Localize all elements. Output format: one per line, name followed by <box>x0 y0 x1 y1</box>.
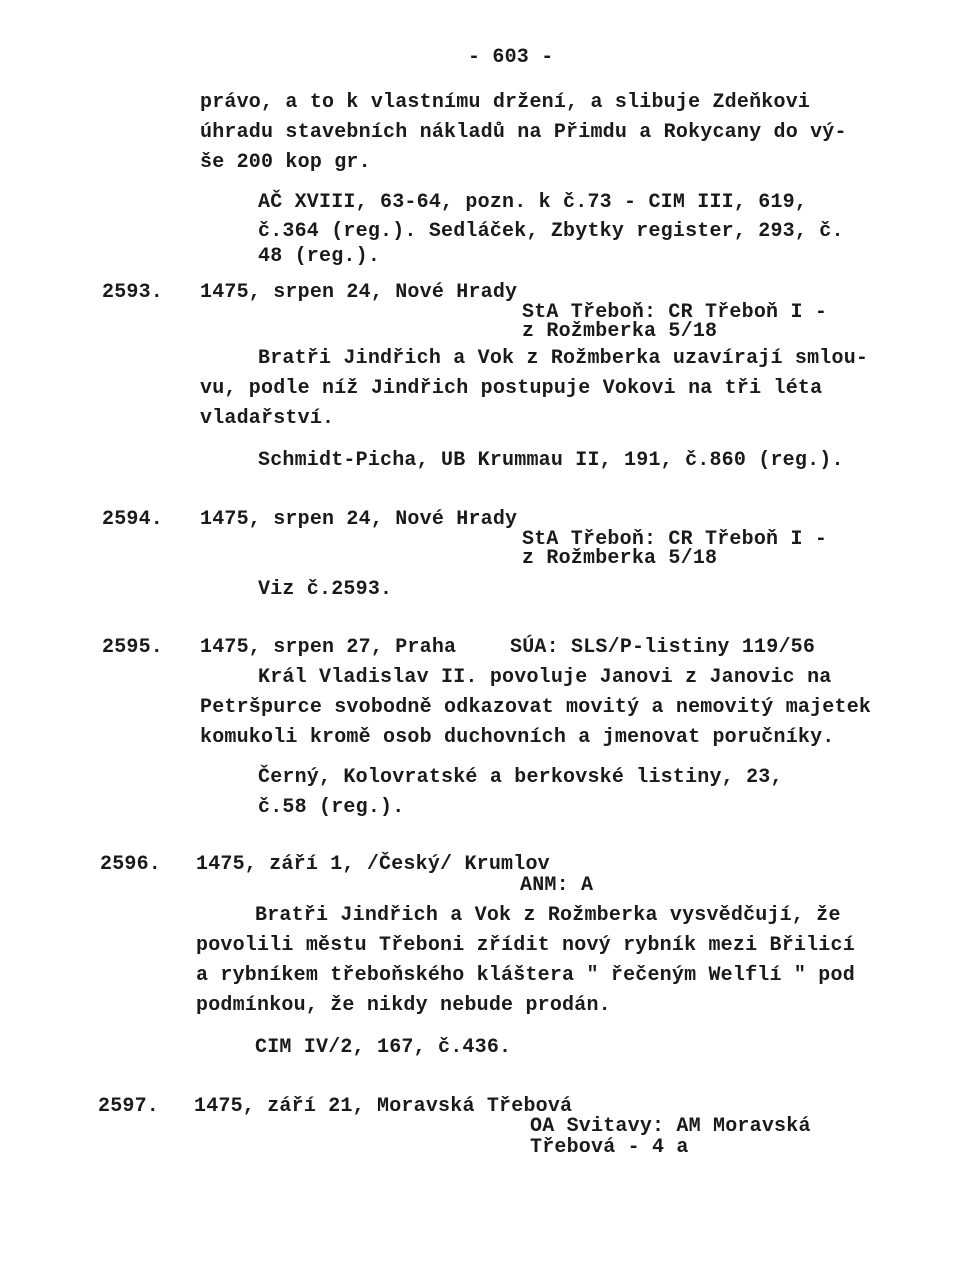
intro-line: še 200 kop gr. <box>200 151 371 174</box>
entry-number: 2593. <box>102 281 164 304</box>
entry-text-line: komukoli kromě osob duchovních a jmenovat poručníky. <box>200 726 835 749</box>
intro-source-line: 48 (reg.). <box>258 245 381 268</box>
entry-text-line: vu, podle níž Jindřich postupuje Vokovi na tři léta <box>200 377 823 400</box>
entry-source-line: CIM IV/2, 167, č.436. <box>255 1036 512 1059</box>
intro-line: právo, a to k vlastnímu držení, a slibuje Zdeňkovi <box>200 91 811 114</box>
entry-number: 2596. <box>100 853 162 876</box>
entry-number: 2594. <box>102 508 164 531</box>
entry-date-place: 1475, srpen 24, Nové Hrady <box>200 281 518 304</box>
entry-archive-line: StA Třeboň: CR Třeboň I - <box>522 528 828 551</box>
entry-source-line: č.58 (reg.). <box>258 796 405 819</box>
entry-archive-line: ANM: A <box>520 874 594 897</box>
entry-number: 2595. <box>102 636 164 659</box>
entry-date-place: 1475, září 1, /Český/ Krumlov <box>196 853 550 876</box>
entry-archive-line: StA Třeboň: CR Třeboň I - <box>522 301 828 324</box>
entry-text-line: podmínkou, že nikdy nebude prodán. <box>196 994 611 1017</box>
entry-number: 2597. <box>98 1095 160 1118</box>
entry-archive-line: SÚA: SLS/P-listiny 119/56 <box>510 636 816 659</box>
entry-text-line: Bratři Jindřich a Vok z Rožmberka vysvědčují, že <box>255 904 841 927</box>
entry-archive-line: z Rožmberka 5/18 <box>522 320 718 343</box>
entry-text-line: Král Vladislav II. povoluje Janovi z Janovic na <box>258 666 832 689</box>
page-number: - 603 - <box>468 46 554 69</box>
entry-date-place: 1475, září 21, Moravská Třebová <box>194 1095 573 1118</box>
entry-text-line: vladařství. <box>200 407 335 430</box>
intro-source-line: č.364 (reg.). Sedláček, Zbytky register, 293, č. <box>258 220 844 243</box>
entry-archive-line: Třebová - 4 a <box>530 1136 689 1159</box>
entry-text-line: a rybníkem třeboňského kláštera " řečeným Welflí " pod <box>196 964 855 987</box>
entry-text-line: Viz č.2593. <box>258 578 393 601</box>
intro-source-line: AČ XVIII, 63-64, pozn. k č.73 - CIM III, 619, <box>258 191 808 214</box>
entry-archive-line: OA Svitavy: AM Moravská <box>530 1115 811 1138</box>
entry-text-line: Bratři Jindřich a Vok z Rožmberka uzavírají smlou- <box>258 347 869 370</box>
intro-line: úhradu stavebních nákladů na Přimdu a Rokycany do vý- <box>200 121 847 144</box>
entry-source-line: Černý, Kolovratské a berkovské listiny, 23, <box>258 766 783 789</box>
entry-archive-line: z Rožmberka 5/18 <box>522 547 718 570</box>
entry-source-line: Schmidt-Picha, UB Krummau II, 191, č.860 (reg.). <box>258 449 844 472</box>
entry-text-line: povolili městu Třeboni zřídit nový rybník mezi Břilicí <box>196 934 855 957</box>
entry-date-place: 1475, srpen 24, Nové Hrady <box>200 508 518 531</box>
entry-text-line: Petršpurce svobodně odkazovat movitý a nemovitý majetek <box>200 696 872 719</box>
entry-date-place: 1475, srpen 27, Praha <box>200 636 457 659</box>
